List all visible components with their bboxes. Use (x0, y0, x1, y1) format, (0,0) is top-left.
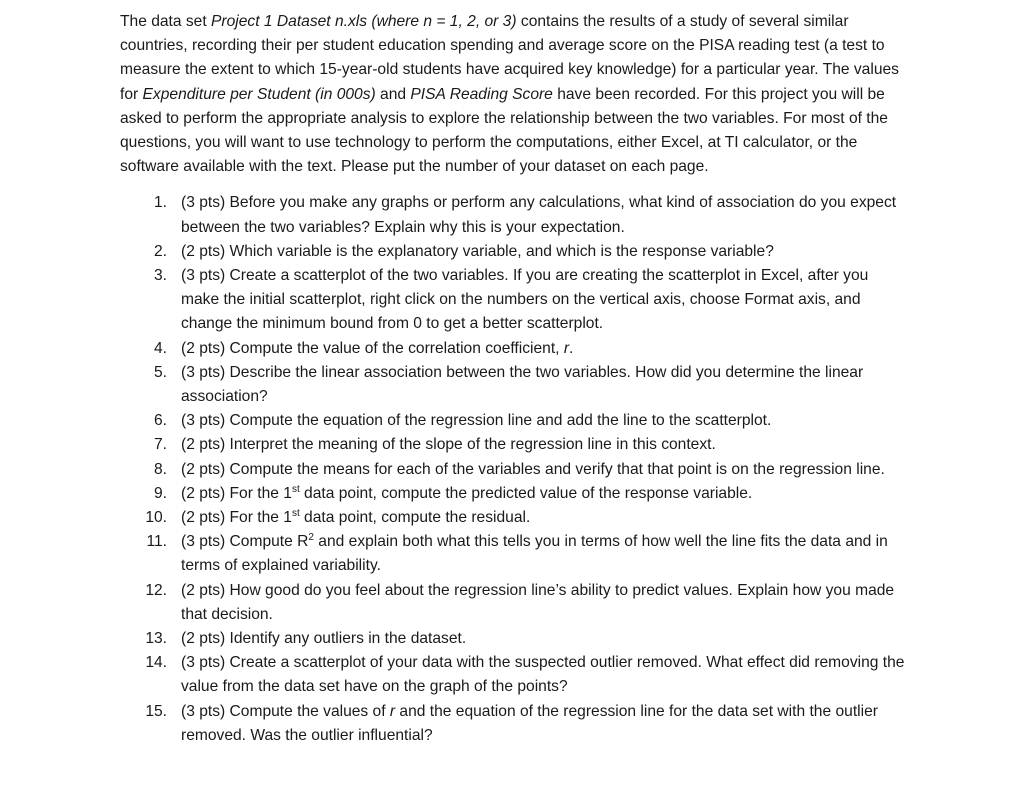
question-number: 6. (153, 412, 167, 430)
superscript: st (291, 507, 300, 519)
superscript: 2 (308, 532, 314, 544)
question-number: 8. (153, 460, 167, 478)
intro-text-1: The data set (120, 13, 212, 30)
question-text: (3 pts) Compute the values of (181, 702, 390, 720)
question-item (120, 409, 910, 433)
question-text: (2 pts) How good do you feel about the regression line’s ability to predict values. Explain how you made that decision. (181, 581, 895, 623)
variable-r: r (389, 702, 396, 720)
question-text-end: and the equation of the regression line for the data set with the outlier removed. Was the outlier influential? (181, 702, 878, 744)
intro-text-2: contains the results of a study of several similar countries, recording their per student education spending and average score on the PISA reading test (a test to measure the extent to which 15-year-old students have acquired key knowledge) for a particular year. The values for (120, 13, 899, 103)
question-text: (3 pts) Compute the equation of the regression line and add the line to the scatterplot. (181, 412, 772, 430)
question-text: (2 pts) Interpret the meaning of the slope of the regression line in this context. (181, 436, 716, 454)
dataset-filename: Project 1 Dataset n.xls (where n = 1, 2, or 3) (211, 13, 517, 30)
question-item (120, 627, 910, 651)
question-number: 2. (153, 242, 167, 260)
question-number: 4. (153, 339, 167, 357)
question-number: 9. (153, 484, 167, 502)
question-text-end: data point, compute the residual. (299, 509, 531, 527)
question-number: 15. (145, 702, 167, 720)
intro-text-4: have been recorded. For this project you will be asked to perform the appropriate analysis to explore the relationship between the two variables. For most of the questions, you will want to use technology to perform the computations, either Excel, at TI calculator, or the software available with the text. Please put the number of your dataset on each page. (120, 85, 888, 176)
question-text: (3 pts) Create a scatterplot of the two variables. If you are creating the scatterplot in Excel, after you make the initial scatterplot, right click on the numbers on the vertical axis, choose Format axis, and change the minimum bound from 0 to get a better scatterplot. (181, 267, 869, 333)
question-item (120, 240, 910, 264)
question-item (120, 433, 910, 457)
question-text: (3 pts) Before you make any graphs or perform any calculations, what kind of association do you expect between the two variables? Explain why this is your expectation. (181, 194, 897, 236)
question-item (120, 458, 910, 482)
question-text-end: . (569, 339, 574, 357)
question-text: (2 pts) For the 1 (181, 509, 292, 527)
question-text: (3 pts) Describe the linear association between the two variables. How did you determine the linear association? (181, 363, 864, 406)
question-item (120, 530, 910, 578)
question-item (120, 361, 910, 409)
question-item (120, 191, 910, 239)
question-text: (2 pts) For the 1 (181, 484, 292, 502)
question-number: 13. (145, 630, 167, 648)
question-number: 10. (145, 509, 167, 527)
question-text-end: and explain both what this tells you in terms of how well the line fits the data and in terms of explained variability. (181, 533, 888, 575)
question-number: 14. (145, 654, 167, 672)
question-number: 3. (153, 267, 167, 285)
question-item (120, 651, 910, 699)
question-text: (3 pts) Compute R (181, 533, 309, 551)
intro-paragraph (120, 10, 910, 179)
question-item (120, 700, 910, 748)
question-number: 12. (145, 581, 167, 599)
variable-pisa-score: PISA Reading Score (410, 85, 553, 103)
document-page (120, 10, 910, 748)
question-text: (2 pts) Identify any outliers in the dataset. (181, 630, 467, 648)
question-text-end: data point, compute the predicted value of the response variable. (299, 484, 753, 502)
superscript: st (291, 483, 300, 495)
question-number: 7. (153, 436, 167, 454)
question-number: 11. (146, 533, 167, 551)
question-item (120, 482, 910, 506)
question-item (120, 264, 910, 337)
question-number: 1. (153, 194, 167, 212)
question-text: (2 pts) Which variable is the explanatory variable, and which is the response variable? (181, 242, 774, 260)
question-item (120, 337, 910, 361)
variable-r: r (563, 339, 570, 357)
question-text: (2 pts) Compute the means for each of the variables and verify that that point is on the regression line. (181, 460, 885, 478)
intro-text-3: and (375, 85, 411, 103)
question-item (120, 579, 910, 627)
question-list (120, 191, 910, 748)
question-item (120, 506, 910, 530)
question-number: 5. (153, 363, 167, 381)
question-text: (3 pts) Create a scatterplot of your data with the suspected outlier removed. What effect did removing the value from the data set have on the graph of the points? (181, 654, 905, 696)
question-text: (2 pts) Compute the value of the correlation coefficient, (181, 339, 564, 357)
variable-expenditure: Expenditure per Student (in 000s) (142, 85, 376, 103)
